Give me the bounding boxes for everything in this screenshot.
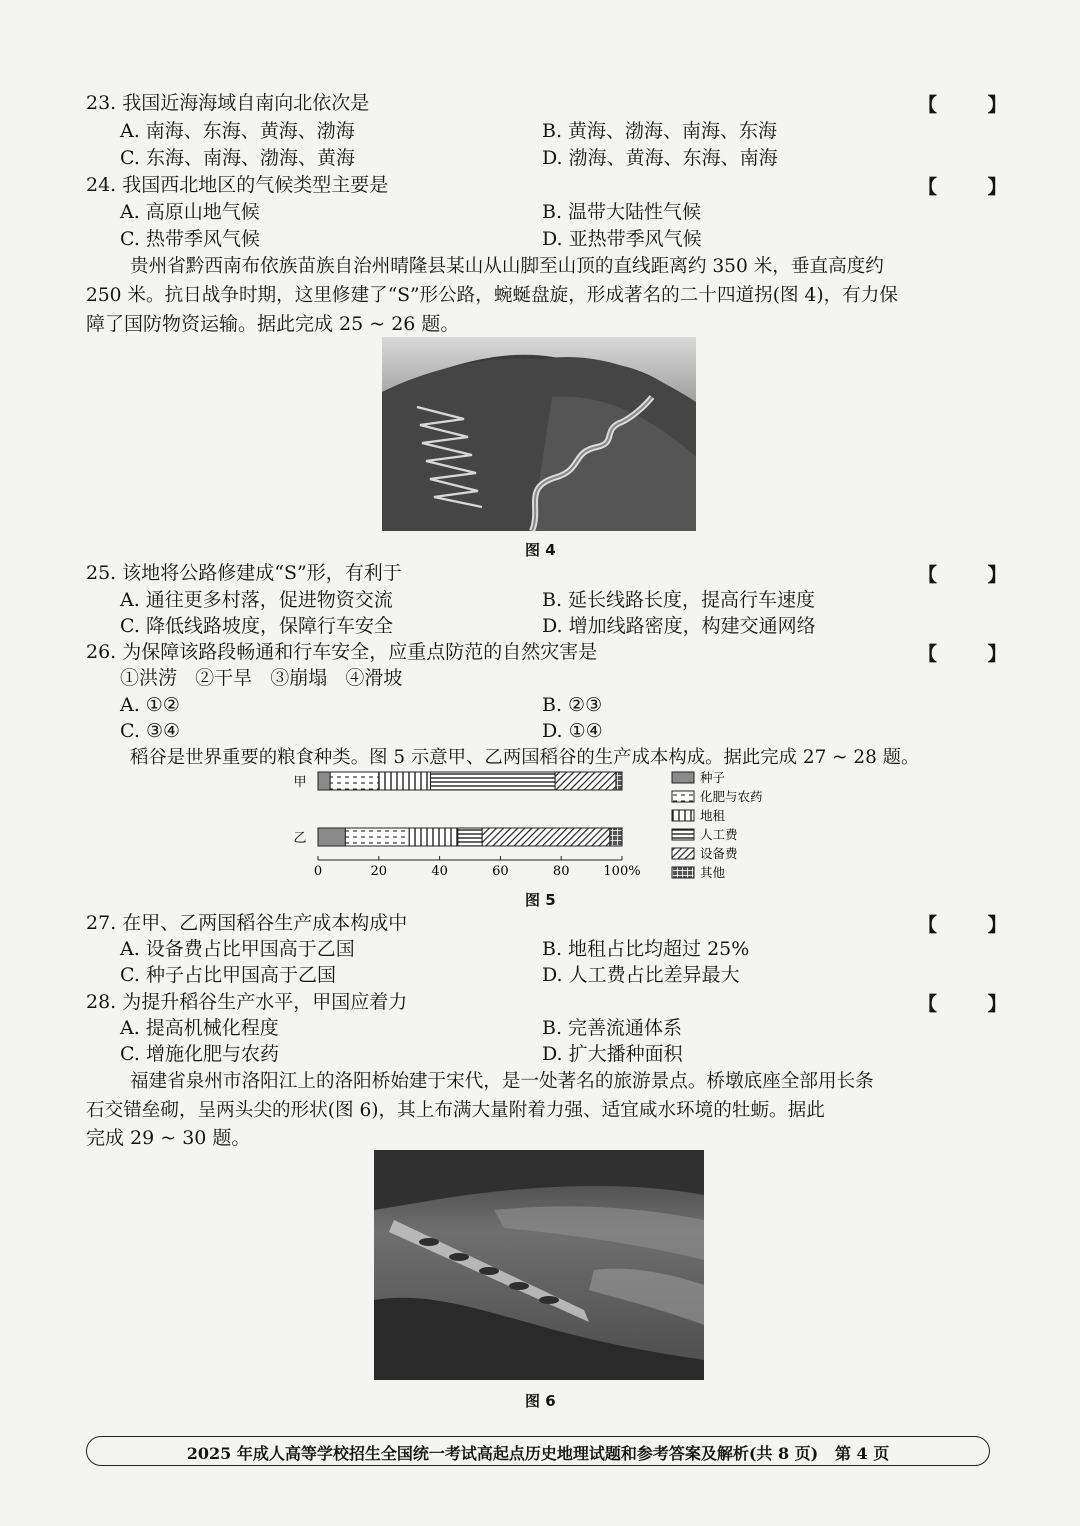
chart-legend-swatch: [672, 772, 694, 783]
q28-option-d: D. 扩大播种面积: [542, 1043, 683, 1065]
chart-x-tick-label: 20: [370, 864, 388, 879]
q24-option-a: A. 高原山地气候: [120, 201, 260, 223]
q26-answer-bracket: 【 】: [918, 643, 1029, 665]
q25-option-c: C. 降低线路坡度，保障行车安全: [120, 615, 393, 637]
chart-bar-segment: [318, 772, 330, 790]
q28-stem: 28. 为提升稻谷生产水平，甲国应着力: [86, 991, 408, 1013]
q28-option-a: A. 提高机械化程度: [120, 1017, 279, 1039]
q26-option-c: C. ③④: [120, 720, 181, 742]
q28-option-b: B. 完善流通体系: [542, 1017, 683, 1039]
chart-legend-label: 设备费: [700, 846, 738, 861]
q23-answer-bracket: 【 】: [918, 94, 1029, 116]
page-footer: [86, 1436, 990, 1466]
q28-answer-bracket: 【 】: [918, 993, 1029, 1015]
q26-items: ①洪涝 ②干旱 ③崩塌 ④滑坡: [120, 667, 403, 689]
chart-legend-label: 地租: [700, 808, 726, 823]
q25-option-b: B. 延长线路长度，提高行车速度: [542, 589, 816, 611]
chart-category-label: 甲: [293, 775, 307, 790]
chart-x-tick-label: 40: [431, 864, 448, 879]
figure4-caption: 图 4: [525, 541, 556, 559]
passage1-line1: 贵州省黔西南布依族苗族自治州晴隆县某山从山脚至山顶的直线距离约 350 米，垂直高度约: [130, 256, 884, 277]
chart-legend-label: 其他: [700, 865, 726, 880]
chart-legend-label: 人工费: [700, 827, 738, 842]
q27-option-d: D. 人工费占比差异最大: [542, 964, 740, 986]
figure4-photo: [382, 337, 696, 531]
chart-legend-swatch: [672, 867, 694, 878]
q26-option-a: A. ①②: [120, 694, 180, 716]
chart-bar-segment: [430, 772, 555, 790]
q23-option-d: D. 渤海、黄海、东海、南海: [542, 147, 778, 169]
q27-option-a: A. 设备费占比甲国高于乙国: [120, 938, 355, 960]
chart-bar-segment: [555, 772, 616, 790]
passage1-line3: 障了国防物资运输。据此完成 25 ~ 26 题。: [86, 313, 460, 335]
q24-answer-bracket: 【 】: [918, 176, 1029, 198]
q23-stem: 23. 我国近海海域自南向北依次是: [86, 92, 370, 114]
passage1-line2: 250 米。抗日战争时期，这里修建了“S”形公路，蜿蜒盘旋，形成著名的二十四道拐(图 4)，有力保: [86, 285, 898, 306]
q24-option-d: D. 亚热带季风气候: [542, 228, 702, 250]
figure6-photo: [374, 1150, 704, 1380]
q25-option-a: A. 通往更多村落，促进物资交流: [120, 589, 393, 611]
chart-bar-segment: [379, 772, 431, 790]
q25-stem: 25. 该地将公路修建成“S”形，有利于: [86, 562, 402, 584]
chart-bar-segment: [482, 828, 610, 846]
passage3-line1: 福建省泉州市洛阳江上的洛阳桥始建于宋代，是一处著名的旅游景点。桥墩底座全部用长条: [130, 1071, 874, 1092]
chart-bar-segment: [318, 828, 345, 846]
q25-answer-bracket: 【 】: [918, 564, 1029, 586]
chart-legend-swatch: [672, 829, 694, 840]
chart-x-tick-label: 0: [313, 864, 323, 879]
chart-legend-label: 化肥与农药: [700, 789, 763, 804]
chart-x-tick-label: 80: [552, 864, 570, 879]
chart-bar-segment: [616, 772, 622, 790]
q27-option-c: C. 种子占比甲国高于乙国: [120, 964, 336, 986]
figure5-chart: [280, 768, 800, 884]
q24-option-c: C. 热带季风气候: [120, 228, 260, 250]
q24-option-b: B. 温带大陆性气候: [542, 201, 702, 223]
q23-option-c: C. 东海、南海、渤海、黄海: [120, 147, 355, 169]
chart-legend-swatch: [672, 848, 694, 859]
chart-bar-segment: [610, 828, 622, 846]
chart-legend-swatch: [672, 791, 694, 802]
q27-answer-bracket: 【 】: [918, 914, 1029, 936]
chart-bar-segment: [458, 828, 482, 846]
q23-option-b: B. 黄海、渤海、南海、东海: [542, 120, 778, 142]
chart-bar-segment: [345, 828, 409, 846]
passage3-line3: 完成 29 ~ 30 题。: [86, 1127, 251, 1149]
chart-category-label: 乙: [293, 831, 307, 846]
q25-option-d: D. 增加线路密度，构建交通网络: [542, 615, 816, 637]
q27-option-b: B. 地租占比均超过 25%: [542, 938, 750, 960]
chart-bar-segment: [409, 828, 458, 846]
figure5-caption: 图 5: [525, 891, 556, 909]
q23-option-a: A. 南海、东海、黄海、渤海: [120, 120, 355, 142]
q26-stem: 26. 为保障该路段畅通和行车安全，应重点防范的自然灾害是: [86, 641, 598, 663]
chart-x-tick-label: 60: [492, 864, 509, 879]
chart-legend-swatch: [672, 810, 694, 821]
footer-text: 2025 年成人高等学校招生全国统一考试高起点历史地理试题和参考答案及解析(共 8 页) 第 4 页: [186, 1444, 890, 1463]
q26-option-b: B. ②③: [542, 694, 603, 716]
q26-option-d: D. ①④: [542, 720, 603, 742]
chart-bar-segment: [330, 772, 379, 790]
q24-stem: 24. 我国西北地区的气候类型主要是: [86, 174, 389, 196]
passage3-line2: 石交错垒砌，呈两头尖的形状(图 6)，其上布满大量附着力强、适宜咸水环境的牡蛎。据此: [86, 1100, 825, 1121]
passage2: 稻谷是世界重要的粮食种类。图 5 示意甲、乙两国稻谷的生产成本构成。据此完成 27 ~ 28 题。: [130, 747, 920, 768]
figure6-caption: 图 6: [525, 1392, 556, 1410]
chart-legend-label: 种子: [700, 770, 726, 785]
q27-stem: 27. 在甲、乙两国稻谷生产成本构成中: [86, 912, 408, 934]
chart-x-tick-label: 100%: [603, 864, 641, 879]
q28-option-c: C. 增施化肥与农药: [120, 1043, 279, 1065]
